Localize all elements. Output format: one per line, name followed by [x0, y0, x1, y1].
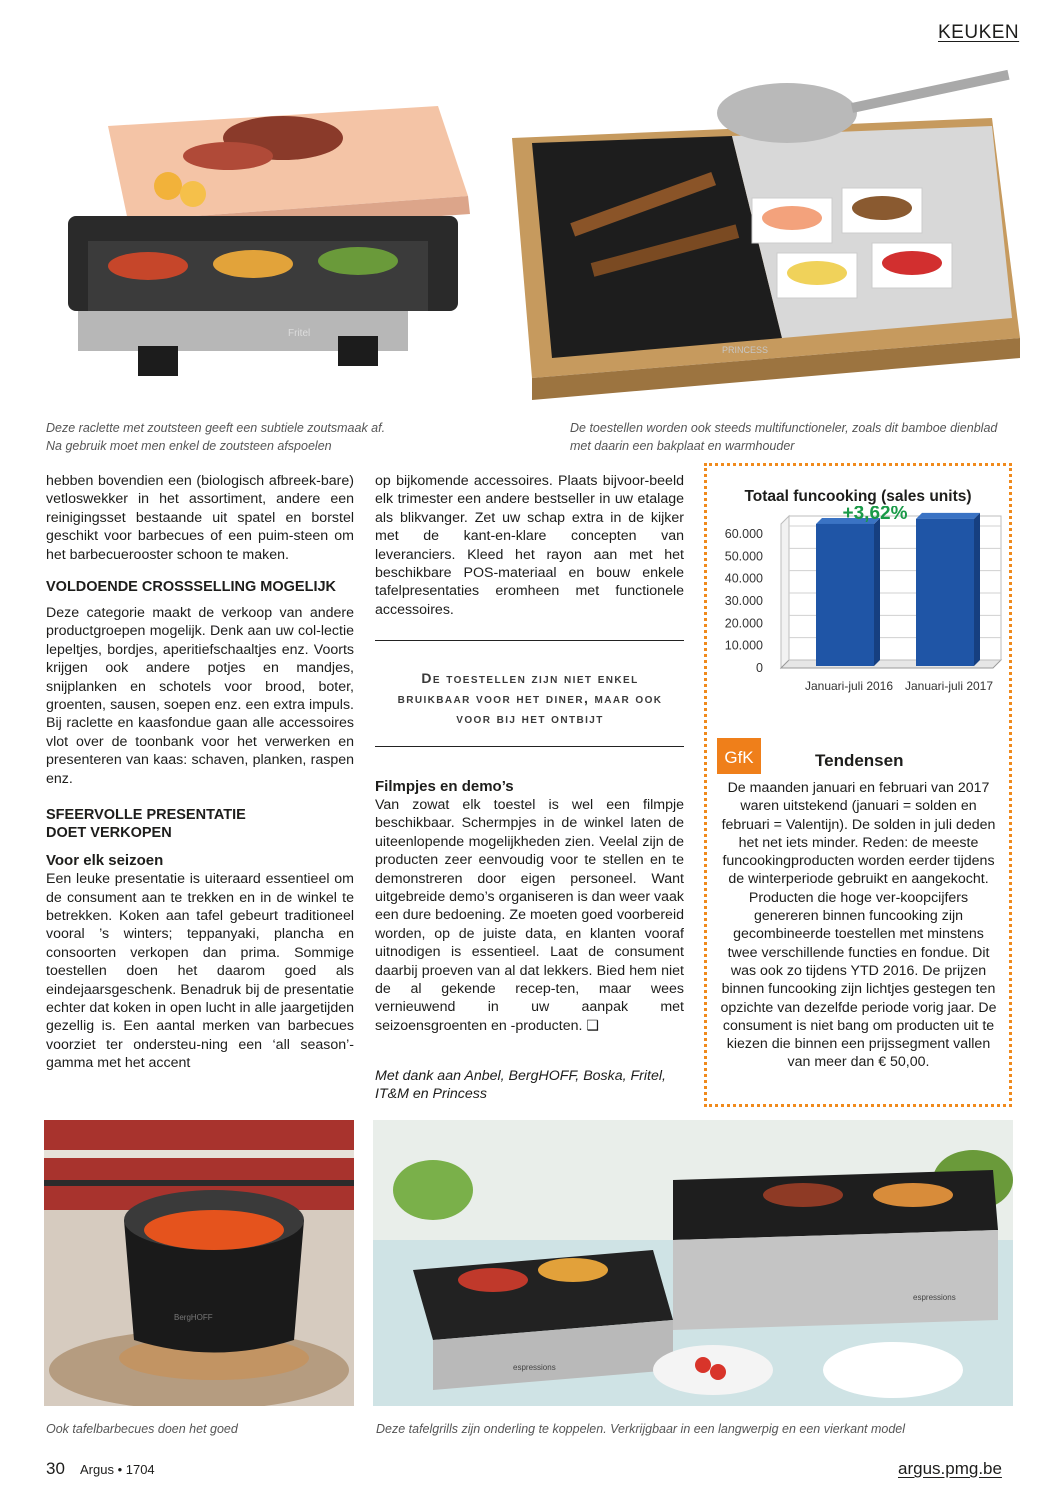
sidebar-heading: Tendensen: [815, 751, 904, 770]
y-tick-label: 10.000: [724, 638, 763, 653]
column1-para1: Deze categorie maakt de verkoop van andere productgroepen mogelijk. Denk aan uw col-lectie lepeltjes, bordjes, aperitiefschaaltjes enz. Voorts krijgen ook andere potjes en mandjes, snijplanken en schotels voor brood, boter, groenten, sausen, soepen enz. een extra impuls. Bij raclette en kaasfondue gaan alle accessoires vlot over de toonbank voor het verwerken en presenteren van kaas: schaven, planken, raspen enz.: [46, 605, 354, 787]
y-tick-label: 0: [756, 661, 763, 675]
pull-quote: De toestellen zijn niet enkel bruikbaar voor het diner, maar ook voor bij het ontbijt: [397, 670, 663, 726]
article-column-2-continued: [375, 778, 684, 1035]
bamboo-caption: [570, 419, 1020, 455]
princess-label: PRINCESS: [722, 345, 769, 355]
x-category-label: Januari-juli 2016: [804, 679, 894, 693]
growth-annotation: +3,62%: [842, 506, 908, 524]
column1-para2: Een leuke presentatie is uiteraard essentieel om de consument aan te trekken en in de winkel te betrekken. Koken aan tafel gebeurt traditioneel vooral ’s winters; teppanyaki, plancha en consoorten verkopen dan prima. Sommige toestellen doen het daarom goed als eindejaarsgeschenk. Benadruk bij de presentatie echter dat koken in open lucht in alle jaargetijden gezellig is. Een aantal merken van barbecues voorziet ter ondersteu-ning een ‘all season’-gamma met het accent: [46, 871, 354, 1072]
sidebar-text: De maanden januari en februari van 2017 waren uitstekend (januari = solden en februari = Valentijn). De solden in juli deden het net iets minder. Reden: de meeste funcookingproducten worden eerder tijdens de winterperiode gebruikt en aangekocht. Producten die hoge ver-koopcijfers genereren binnen funcooking zijn gecombineerde toestellen met minstens twee verschillende functies en fondue. Dit was ook zo tijdens YTD 2016. De prijzen binnen funcooking zijn lichtjes gestegen ten opzichte van dezelfde periode vorig jaar. De consument is niet bang om producten uit te kiezen die binnen een prijssegment vallen van meer dan € 50,00.: [720, 780, 997, 1071]
article-column-2: [375, 472, 684, 619]
berghoff-label: BergHOFF: [174, 1313, 213, 1322]
bar-side: [874, 518, 880, 666]
bamboo-caption-line: met daarin een bakplaat en warmhouder: [570, 439, 795, 453]
heading-presentatie-line: DOET VERKOPEN: [46, 825, 172, 842]
gfk-logo-text: GfK: [724, 748, 754, 767]
bamboo-tray-photo: [492, 48, 1022, 408]
gfk-logo: [717, 738, 761, 774]
y-tick-label: 50.000: [724, 549, 763, 564]
bamboo-caption-line: De toestellen worden ook steeds multifunctioneler, zoals dit bamboe dienblad: [570, 421, 998, 435]
column1-intro: hebben bovendien een (biologisch afbreek-bare) vetloswekker in het assortiment, andere een reinigingsset bestaande uit spatel en borstel geschikt voor barbecues of een puim-steen om het barbecuerooster schoon te maken.: [46, 473, 354, 563]
bar-top: [916, 513, 980, 519]
chart-title: Totaal funcooking (sales units): [744, 488, 972, 505]
chart-side-wall: [781, 516, 789, 668]
article-column-1: [46, 472, 354, 1073]
publication-issue: Argus • 1704: [80, 1462, 155, 1477]
espressions-label-2: espressions: [913, 1293, 956, 1302]
espressions-label-1: espressions: [513, 1363, 556, 1372]
barbecue-caption: Ook tafelbarbecues doen het goed: [46, 1422, 238, 1436]
sidebar-box: [704, 463, 1012, 1107]
raclette-caption-line: Deze raclette met zoutsteen geeft een subtiele zoutsmaak af.: [46, 421, 386, 435]
subheading-filmpjes: Filmpjes en demo’s: [375, 778, 514, 795]
y-tick-label: 20.000: [724, 616, 763, 631]
bar-side: [974, 513, 980, 666]
raclette-photo: [38, 66, 490, 406]
bar: [916, 519, 974, 666]
tafelgrills-caption: Deze tafelgrills zijn onderling te koppelen. Verkrijgbaar in een langwerpig en een vierkant model: [376, 1422, 906, 1436]
subheading-seizoen: Voor elk seizoen: [46, 852, 164, 870]
y-tick-label: 40.000: [724, 571, 763, 586]
fritel-label: Fritel: [288, 328, 311, 339]
column2-intro: op bijkomende accessoires. Plaats bijvoor-beeld elk trimester een andere bestseller in uw etalage als blikvanger. Zet uw schap extra in de kijker met de kant-en-klare concepten van leveranciers. Kleed het rayon aan met het beschikbare POS-materiaal en bouw enkele tafelpresentaties eromheen met functionele accessoires.: [375, 473, 684, 618]
table-barbecue-photo: [44, 1120, 354, 1406]
heading-crossselling: VOLDOENDE CROSSSELLING MOGELIJK: [46, 579, 337, 596]
y-tick-label: 30.000: [724, 594, 763, 608]
quote-rule-bottom: [375, 746, 684, 747]
y-tick-label: 60.000: [724, 527, 763, 541]
website-link[interactable]: argus.pmg.be: [898, 1459, 1002, 1478]
quote-rule-top: [375, 640, 684, 641]
credits: Met dank aan Anbel, BergHOFF, Boska, Fritel, IT&M en Princess: [375, 1068, 666, 1103]
bar: [816, 524, 874, 666]
heading-presentatie-line: SFEERVOLLE PRESENTATIE: [46, 807, 246, 824]
raclette-caption: [46, 419, 446, 455]
tafelgrills-photo: [373, 1120, 1013, 1406]
raclette-caption-line: Na gebruik moet men enkel de zoutsteen afspoelen: [46, 439, 332, 453]
column2-para: Van zowat elk toestel is wel een filmpje beschikbaar. Schermpjes in de winkel laten de uiteenlopende mogelijkheden zien. Veelal zijn de producten zeer eenvoudig voor te stellen en te demonstreren door eigen personeel. Want uitgebreide demo’s organiseren is dan weer vaak een dure bedoening. Ze moeten goed voorbereid worden, op de juiste data, en klanten vooraf uitnodigen is essentieel. Laat de consument daarbij proeven van al dat lekkers. Bied hem niet de al gekende recep-ten, maar wees vernieuwend in uw aanpak met seizoensgroenten en -producten. ❑: [375, 797, 684, 1034]
section-tag: KEUKEN: [938, 22, 1020, 43]
sales-chart: [707, 506, 1007, 736]
page-number: 30: [46, 1459, 65, 1478]
x-category-label: Januari-juli 2017: [904, 679, 994, 693]
